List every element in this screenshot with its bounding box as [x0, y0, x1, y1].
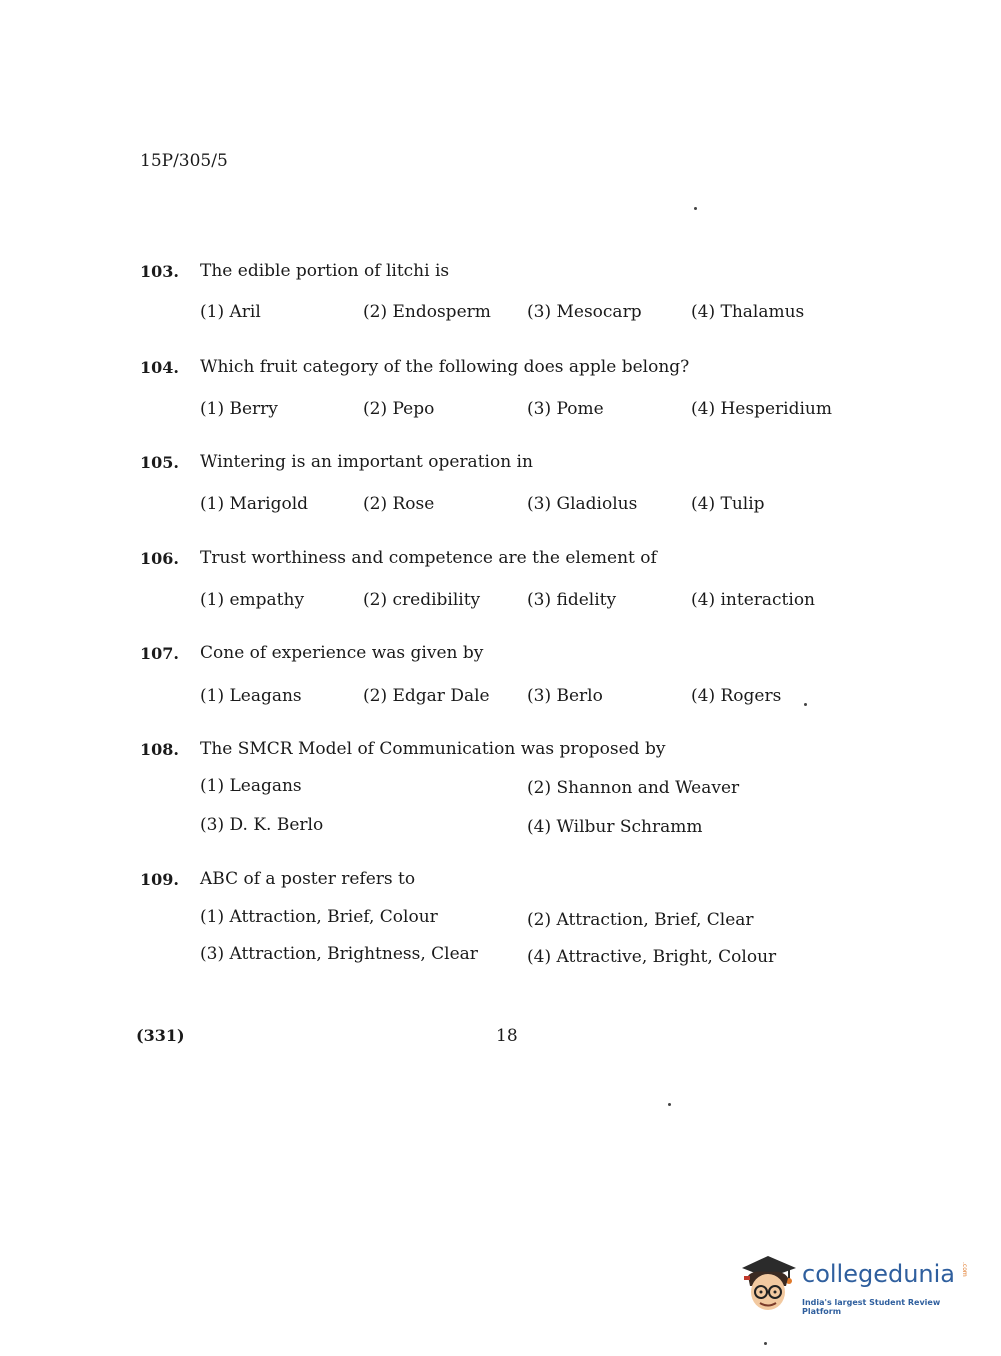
scan-speck [694, 207, 697, 210]
question-text: The edible portion of litchi is [200, 261, 450, 281]
option: (4) Tulip [691, 494, 765, 514]
question-text: ABC of a poster refers to [200, 869, 416, 889]
question-number: 104. [140, 358, 179, 377]
option: (3) Berlo [527, 686, 603, 706]
option: (3) Attraction, Brightness, Clear [200, 944, 478, 964]
option: (4) Hesperidium [691, 399, 832, 419]
option: (3) Gladiolus [527, 494, 638, 514]
logo-domain: .com [961, 1262, 968, 1277]
option: (2) Endosperm [363, 302, 491, 322]
option: (4) Attractive, Bright, Colour [527, 947, 777, 967]
scan-speck [804, 703, 807, 706]
question-text: Trust worthiness and competence are the element of [200, 548, 657, 568]
option: (2) Shannon and Weaver [527, 778, 740, 798]
option: (1) Berry [200, 399, 278, 419]
question-number: 107. [140, 644, 179, 663]
footer-code: (331) [136, 1026, 185, 1045]
option: (1) Attraction, Brief, Colour [200, 907, 438, 927]
question-text: Wintering is an important operation in [200, 452, 533, 472]
option: (4) interaction [691, 590, 815, 610]
question-number: 106. [140, 549, 179, 568]
option: (4) Thalamus [691, 302, 805, 322]
option: (3) fidelity [527, 590, 617, 610]
scan-speck [668, 1103, 671, 1106]
option: (1) empathy [200, 590, 305, 610]
question-number: 105. [140, 453, 179, 472]
scan-speck [764, 1342, 767, 1345]
option: (2) credibility [363, 590, 481, 610]
option: (1) Marigold [200, 494, 309, 514]
option: (3) D. K. Berlo [200, 815, 324, 835]
question-text: Which fruit category of the following does apple belong? [200, 357, 690, 377]
question-text: The SMCR Model of Communication was proposed by [200, 739, 666, 759]
page-number: 18 [496, 1026, 518, 1046]
collegedunia-logo[interactable] [738, 1250, 968, 1320]
option: (1) Aril [200, 302, 261, 322]
option: (1) Leagans [200, 686, 302, 706]
logo-wordmark: collegedunia [802, 1260, 956, 1288]
question-text: Cone of experience was given by [200, 643, 484, 663]
option: (2) Pepo [363, 399, 435, 419]
option: (2) Attraction, Brief, Clear [527, 910, 754, 930]
student-mascot-icon [738, 1250, 800, 1316]
option: (2) Edgar Dale [363, 686, 490, 706]
question-number: 103. [140, 262, 179, 281]
option: (4) Wilbur Schramm [527, 817, 703, 837]
question-number: 109. [140, 870, 179, 889]
question-number: 108. [140, 740, 179, 759]
option: (3) Mesocarp [527, 302, 642, 322]
option: (4) Rogers [691, 686, 782, 706]
logo-tagline: India's largest Student Review Platform [802, 1298, 941, 1316]
option: (1) Leagans [200, 776, 302, 796]
option: (2) Rose [363, 494, 435, 514]
document-code: 15P/305/5 [140, 151, 228, 171]
option: (3) Pome [527, 399, 604, 419]
